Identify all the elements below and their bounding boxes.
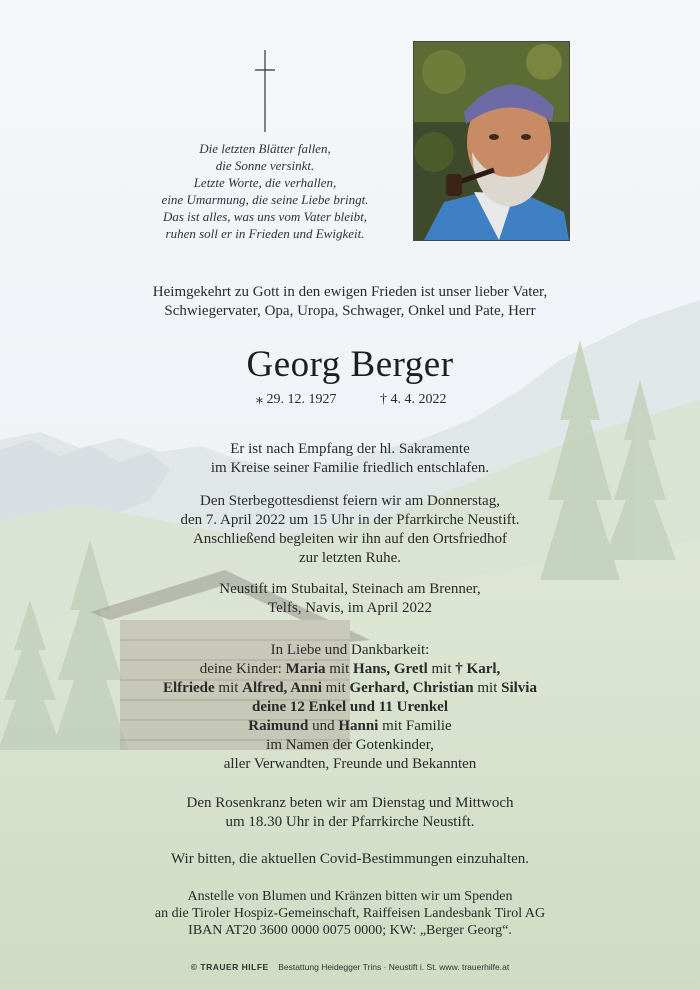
donation-line: IBAN AT20 3600 0000 0075 0000; KW: „Berger Georg“. [188, 923, 512, 938]
relatives-line: aller Verwandten, Freunde und Bekannten [223, 756, 477, 772]
connector-mit: mit [427, 661, 456, 677]
connector-und: und [308, 718, 339, 734]
children-line [0, 660, 700, 679]
name-hanni: Hanni [338, 718, 379, 734]
name-gerhard-christian: Gerhard, Christian [349, 680, 474, 696]
connector-mit: mit [473, 680, 502, 696]
connector-mit: mit [321, 680, 350, 696]
name-alfred-anni: Alfred, Anni [242, 680, 322, 696]
covid-notice [0, 850, 700, 869]
funeral-line: zur letzten Ruhe. [298, 550, 402, 566]
name-raimund: Raimund [248, 718, 309, 734]
children-line [0, 679, 700, 698]
footer-text: Bestattung Heidegger Trins · Neustift i. St. www. trauerhilfe.at [278, 962, 510, 972]
place-line: Telfs, Navis, im April 2022 [268, 600, 432, 616]
donation-line: an die Tiroler Hospiz-Gemeinschaft, Raiffeisen Landesbank Tirol AG [154, 906, 546, 921]
connector-mit: mit [214, 680, 243, 696]
rosary-line: um 18.30 Uhr in der Pfarrkirche Neustift. [225, 814, 475, 830]
intro [0, 283, 700, 321]
passing-text [0, 440, 700, 478]
intro-line: Schwiegervater, Opa, Uropa, Schwager, Onkel und Pate, Herr [164, 303, 536, 319]
funeral-line: den 7. April 2022 um 15 Uhr in der Pfarrkirche Neustift. [180, 512, 520, 528]
poem-line: Die letzten Blätter fallen, [199, 141, 331, 156]
connector-mit: mit [325, 661, 354, 677]
trauerhilfe-logo: © TRAUER HILFE [190, 962, 269, 972]
grandchildren: deine 12 Enkel und 11 Urenkel [251, 699, 449, 715]
name-maria: Maria [285, 661, 326, 677]
rosary-line: Den Rosenkranz beten wir am Dienstag und Mittwoch [186, 795, 514, 811]
covid-line: Wir bitten, die aktuellen Covid-Bestimmungen einzuhalten. [170, 851, 530, 867]
poem-line: ruhen soll er in Frieden und Ewigkeit. [165, 226, 365, 241]
passing-line: Er ist nach Empfang der hl. Sakramente [230, 441, 470, 457]
poem [120, 140, 410, 242]
siblings-line [0, 717, 700, 736]
mourners [0, 641, 700, 774]
poem-line: Letzte Worte, die verhallen, [193, 175, 337, 190]
poem-line: die Sonne versinkt. [215, 158, 315, 173]
funeral-line: Anschließend begleiten wir ihn auf den Ortsfriedhof [192, 531, 508, 547]
name-hans-gretl: Hans, Gretl [353, 661, 428, 677]
passing-line: im Kreise seiner Familie friedlich entschlafen. [210, 460, 490, 476]
children-prefix: deine Kinder: [199, 661, 286, 677]
name-silvia: Silvia [501, 680, 537, 696]
grandchildren-line [0, 698, 700, 717]
funeral-line: Den Sterbegottesdienst feiern wir am Donnerstag, [200, 493, 500, 509]
rosary-info [0, 794, 700, 832]
donation-info [0, 888, 700, 939]
poem-line: Das ist alles, was uns vom Vater bleibt, [162, 209, 368, 224]
footer [0, 962, 700, 972]
cross-icon [264, 50, 266, 132]
donation-line: Anstelle von Blumen und Kränzen bitten wir um Spenden [187, 889, 513, 904]
intro-line: Heimgekehrt zu Gott in den ewigen Frieden ist unser lieber Vater, [152, 284, 548, 300]
place-line: Neustift im Stubaital, Steinach am Brenner, [219, 581, 481, 597]
life-dates [256, 391, 556, 409]
mourners-heading: In Liebe und Dankbarkeit: [270, 642, 430, 658]
godchildren-line: im Namen der Gotenkinder, [266, 737, 434, 753]
name-karl: † Karl, [455, 661, 501, 677]
death-date: † 4. 4. 2022 [380, 392, 447, 407]
deceased-name: Georg Berger [246, 344, 454, 385]
with-family: mit Familie [378, 718, 452, 734]
name-elfriede: Elfriede [163, 680, 215, 696]
place-date [0, 580, 700, 618]
birth-date: ⁎ 29. 12. 1927 [256, 392, 337, 407]
poem-line: eine Umarmung, die seine Liebe bringt. [161, 192, 369, 207]
portrait-photo [413, 41, 570, 241]
funeral-info [0, 492, 700, 568]
